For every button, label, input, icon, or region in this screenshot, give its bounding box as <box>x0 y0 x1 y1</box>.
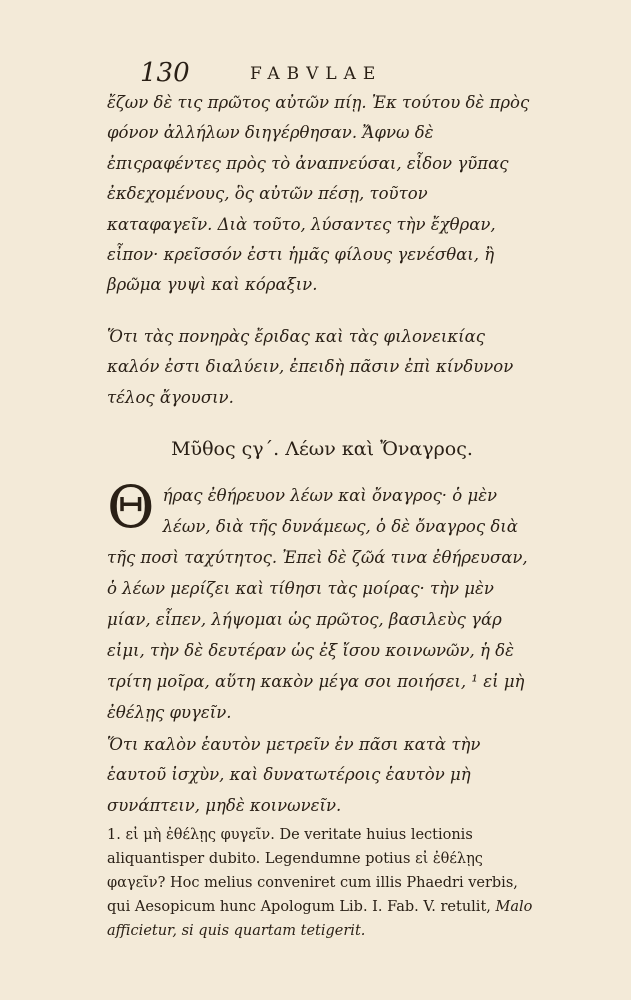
drop-cap: Θ <box>107 473 155 541</box>
fable-title: Μῦθος ςγ΄. Λέων καὶ Ὄναγρος. <box>171 438 473 460</box>
page-header <box>140 58 470 88</box>
footnote-quote: Malo afficietur, si quis quartam tetigerit. <box>107 899 533 939</box>
fable-text: ήρας ἐθήρευον λέων καὶ ὄναγρος· ὁ μὲν λέων, διὰ τῆς δυνάμεως, ὁ δὲ ὄναγρος διὰ τῆς ποσὶ ταχύτητος. Ἐπεὶ δὲ ζῶά τινα ἐθήρευσαν, ὁ λέων μερίζει καὶ τίθησι τὰς μοίρας· τὴν μὲν μίαν, εἶπεν, λήψομαι ὡς πρῶτος, βασιλεὺς γάρ εἰμι, τὴν δὲ δευτέραν ὡς ἐξ ἴσου κοινωνῶν, ἡ δὲ τρίτη μοῖρα, αὕτη κακὸν μέγα σοι ποιήσει, ¹ εἰ μὴ ἐθέλῃς φυγεῖν. <box>107 486 528 722</box>
footnote <box>107 823 537 943</box>
fable-body <box>107 473 537 728</box>
fable-moral: Ὅτι καλὸν ἑαυτὸν μετρεῖν ἐν πᾶσι κατὰ τὴν ἑαυτοῦ ἰσχὺν, καὶ δυνατωτέροις ἑαυτὸν μὴ συνάπτειν, μηδὲ κοινωνεῖν. <box>107 735 481 815</box>
running-head: FABVLAE <box>250 64 383 84</box>
page-number: 130 <box>140 58 190 88</box>
paragraph-moral-1: Ὅτι τὰς πονηρὰς ἔριδας καὶ τὰς φιλονεικίας καλόν ἐστι διαλύειν, ἐπειδὴ πᾶσιν ἐπὶ κίνδυνον τέλος ἄγουσιν. <box>107 327 514 407</box>
footnote-text: 1. εἰ μὴ ἐθέλῃς φυγεῖν. De veritate huius lectionis aliquantisper dubito. Legendumne potius εἰ ἐθέλῃς φαγεῖν? Hoc melius conveniret cum illis Phaedri verbis, qui Aesopicum hunc Apologum Lib. I. Fab. V. retulit, <box>107 827 518 915</box>
paragraph-intro: ἔζων δὲ τις πρῶτος αὐτῶν πίῃ. Ἐκ τούτου δὲ πρὸς φόνον ἀλλήλων διηγέρθησαν. Ἄφνω δὲ ἐπιςραφέντες πρὸς τὸ ἀναπνεύσαι, εἶδον γῦπας ἐκδεχομένους, ὃς αὐτῶν πέσῃ, τοῦτον καταφαγεῖν. Διὰ τοῦτο, λύσαντες τὴν ἔχθραν, εἶπον· κρεῖσσόν ἐστι ἡμᾶς φίλους γενέσθαι, ἢ βρῶμα γυψὶ καὶ κόραξιν. <box>107 93 530 295</box>
